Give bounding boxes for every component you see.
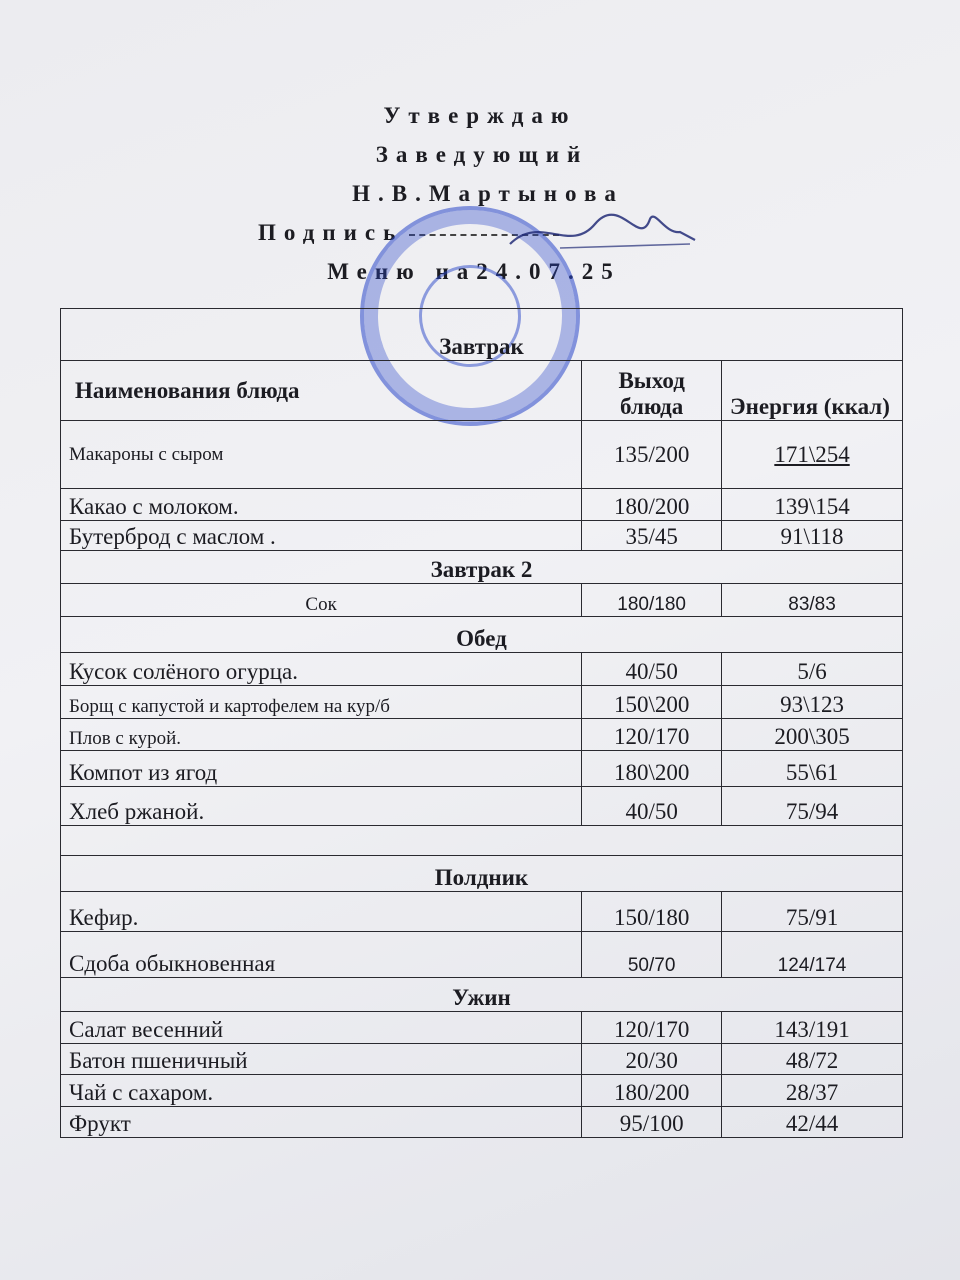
dish-name: Борщ с капустой и картофелем на кур/б bbox=[61, 686, 582, 719]
dish-name: Макароны с сыром bbox=[61, 421, 582, 489]
handwritten-signature bbox=[500, 204, 700, 264]
dish-energy: 124/174 bbox=[722, 932, 903, 978]
table-row bbox=[61, 1044, 903, 1075]
dish-energy: 143/191 bbox=[722, 1012, 903, 1044]
dish-yield: 180\200 bbox=[582, 751, 722, 787]
menu-date: Меню на24.07.25 bbox=[327, 259, 621, 284]
dish-yield: 180/200 bbox=[582, 489, 722, 521]
dish-yield: 35/45 bbox=[582, 521, 722, 551]
dish-energy: 55\61 bbox=[722, 751, 903, 787]
dish-name: Батон пшеничный bbox=[61, 1044, 582, 1075]
table-row bbox=[61, 1075, 903, 1107]
section-header-afternoon-snack: Полдник bbox=[61, 856, 903, 892]
dish-yield: 180/180 bbox=[582, 584, 722, 617]
dish-energy: 200\305 bbox=[722, 719, 903, 751]
dish-energy: 42/44 bbox=[722, 1107, 903, 1138]
section-header-lunch: Обед bbox=[61, 617, 903, 653]
dish-yield: 95/100 bbox=[582, 1107, 722, 1138]
dish-name: Сдоба обыкновенная bbox=[61, 932, 582, 978]
section-header-breakfast: Завтрак bbox=[61, 309, 903, 361]
dish-name: Хлеб ржаной. bbox=[61, 787, 582, 826]
dish-energy: 5/6 bbox=[722, 653, 903, 686]
dish-yield: 120/170 bbox=[582, 1012, 722, 1044]
dish-name: Компот из ягод bbox=[61, 751, 582, 787]
dish-yield: 150\200 bbox=[582, 686, 722, 719]
table-row bbox=[61, 932, 903, 978]
table-row bbox=[61, 892, 903, 932]
table-row bbox=[61, 787, 903, 826]
dish-energy: 93\123 bbox=[722, 686, 903, 719]
section-header-dinner: Ужин bbox=[61, 978, 903, 1012]
empty-row bbox=[61, 826, 903, 856]
table-row bbox=[61, 1012, 903, 1044]
dish-yield: 180/200 bbox=[582, 1075, 722, 1107]
dish-name: Сок bbox=[61, 584, 582, 617]
table-row bbox=[61, 719, 903, 751]
table-row bbox=[61, 584, 903, 617]
dish-energy: 75/94 bbox=[722, 787, 903, 826]
dish-name: Бутерброд с маслом . bbox=[61, 521, 582, 551]
table-row bbox=[61, 653, 903, 686]
dish-yield: 40/50 bbox=[582, 787, 722, 826]
table-row bbox=[61, 489, 903, 521]
dish-energy: 48/72 bbox=[722, 1044, 903, 1075]
dish-yield: 120/170 bbox=[582, 719, 722, 751]
approve-line: Утверждаю bbox=[383, 103, 577, 128]
dish-name: Какао с молоком. bbox=[61, 489, 582, 521]
table-row bbox=[61, 421, 903, 489]
menu-table bbox=[60, 308, 903, 1138]
dish-energy: 28/37 bbox=[722, 1075, 903, 1107]
director-name: Н.В.Мартынова bbox=[352, 181, 624, 206]
dish-name: Плов с курой. bbox=[61, 719, 582, 751]
col-header-name: Наименования блюда bbox=[61, 361, 582, 421]
table-row bbox=[61, 751, 903, 787]
dish-energy: 75/91 bbox=[722, 892, 903, 932]
dish-name: Фрукт bbox=[61, 1107, 582, 1138]
dish-energy: 139\154 bbox=[722, 489, 903, 521]
dish-yield: 150/180 bbox=[582, 892, 722, 932]
position-line: Заведующий bbox=[375, 142, 589, 167]
dish-energy: 91\118 bbox=[722, 521, 903, 551]
dish-yield: 50/70 bbox=[582, 932, 722, 978]
signature-label: Подпись bbox=[258, 220, 404, 245]
dish-name: Кусок солёного огурца. bbox=[61, 653, 582, 686]
table-row bbox=[61, 1107, 903, 1138]
table-row bbox=[61, 686, 903, 719]
column-headers bbox=[61, 361, 903, 421]
col-header-yield: Выход блюда bbox=[582, 361, 722, 421]
dish-yield: 135/200 bbox=[582, 421, 722, 489]
dish-energy: 171\254 bbox=[722, 421, 903, 489]
dish-yield: 20/30 bbox=[582, 1044, 722, 1075]
dish-yield: 40/50 bbox=[582, 653, 722, 686]
dish-name: Чай с сахаром. bbox=[61, 1075, 582, 1107]
dish-name: Кефир. bbox=[61, 892, 582, 932]
section-header-breakfast-2: Завтрак 2 bbox=[61, 551, 903, 584]
dish-name: Салат весенний bbox=[61, 1012, 582, 1044]
dish-energy: 83/83 bbox=[722, 584, 903, 617]
col-header-energy: Энергия (ккал) bbox=[722, 361, 903, 421]
table-row bbox=[61, 521, 903, 551]
